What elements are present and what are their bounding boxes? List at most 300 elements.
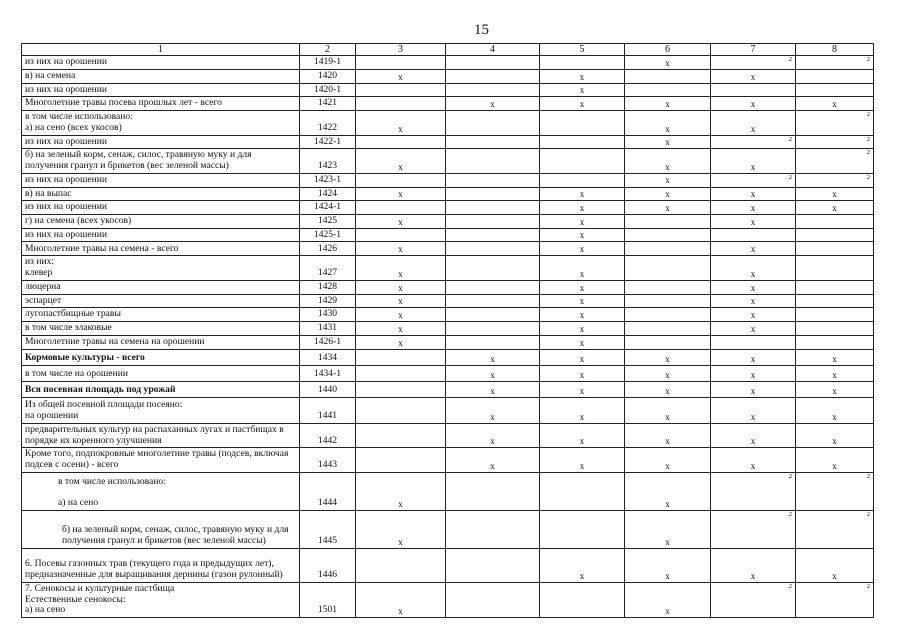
data-cell [540, 135, 625, 149]
table-row [22, 56, 874, 70]
data-cell [540, 256, 625, 280]
cell-mark: x [665, 460, 670, 471]
row-code: 1425 [300, 215, 356, 229]
cell-mark: x [750, 296, 756, 307]
data-cell [796, 242, 874, 256]
cell-mark: x [750, 460, 756, 471]
data-cell [356, 280, 446, 294]
data-cell [711, 135, 796, 149]
data-cell [711, 228, 796, 242]
data-cell [356, 397, 446, 423]
data-cell [446, 135, 540, 149]
data-cell [446, 582, 540, 617]
data-cell [356, 83, 446, 97]
data-cell [356, 242, 446, 256]
cell-mark: x [579, 99, 585, 110]
data-cell [625, 472, 711, 510]
row-code: 1443 [300, 448, 356, 472]
column-header: 5 [540, 44, 625, 56]
cell-mark: x [490, 99, 495, 110]
data-cell [711, 280, 796, 294]
cell-mark: x [750, 282, 756, 293]
data-cell [711, 111, 796, 135]
data-cell [446, 472, 540, 510]
cell-mark: x [398, 310, 403, 321]
cell-mark: x [490, 411, 495, 422]
cell-mark: x [665, 536, 670, 547]
row-label: Многолетние травы на семена на орошении [22, 335, 300, 349]
cell-mark: x [579, 369, 585, 380]
table-row [22, 111, 874, 135]
cell-mark: x [579, 436, 585, 447]
data-cell [711, 97, 796, 111]
footnote-mark: 2 [866, 173, 870, 181]
cell-mark: x [579, 85, 585, 96]
data-cell [796, 56, 874, 70]
cell-mark: x [579, 244, 585, 255]
data-cell [446, 56, 540, 70]
data-cell [711, 294, 796, 308]
cell-mark: x [490, 460, 495, 471]
table-row [22, 69, 874, 83]
cell-mark: x [398, 244, 403, 255]
cell-mark: x [579, 323, 585, 334]
footnote-mark: 2 [866, 582, 870, 590]
data-cell [625, 149, 711, 173]
table-row [22, 201, 874, 215]
cell-mark: x [832, 99, 837, 110]
data-cell [540, 548, 625, 582]
row-code: 1430 [300, 308, 356, 322]
data-cell [711, 365, 796, 381]
table-row [22, 149, 874, 173]
data-cell [540, 308, 625, 322]
data-cell [540, 322, 625, 336]
data-cell [711, 56, 796, 70]
table-row [22, 322, 874, 336]
data-cell [446, 448, 540, 472]
row-label: лугопастбищные травы [22, 308, 300, 322]
data-cell [356, 510, 446, 548]
data-cell [711, 423, 796, 447]
data-cell [356, 448, 446, 472]
row-label: из них на орошении [22, 173, 300, 187]
data-cell [540, 149, 625, 173]
column-header: 4 [446, 44, 540, 56]
cell-mark: x [579, 230, 585, 241]
cell-mark: x [832, 353, 837, 364]
data-cell [446, 294, 540, 308]
row-code: 1446 [300, 548, 356, 582]
data-cell [796, 381, 874, 397]
data-cell [356, 423, 446, 447]
data-cell [356, 582, 446, 617]
row-label: Многолетние травы на семена - всего [22, 242, 300, 256]
data-cell [356, 256, 446, 280]
column-header: 2 [300, 44, 356, 56]
data-cell [625, 56, 711, 70]
footnote-mark: 2 [866, 111, 870, 119]
data-cell [625, 582, 711, 617]
column-header: 7 [711, 44, 796, 56]
table-row [22, 256, 874, 280]
footnote-mark: 2 [866, 472, 870, 480]
cell-mark: x [579, 353, 585, 364]
data-cell [711, 548, 796, 582]
cell-mark: x [832, 460, 837, 471]
table-row [22, 472, 874, 510]
cell-mark: x [579, 202, 585, 213]
row-label: г) на семена (всех укосов) [22, 215, 300, 229]
data-cell [711, 215, 796, 229]
row-label: эспарцет [22, 294, 300, 308]
row-label: в том числе использовано: а) на сено (всех укосов) [22, 111, 300, 135]
data-cell [796, 365, 874, 381]
data-cell [625, 510, 711, 548]
cell-mark: x [490, 353, 495, 364]
cell-mark: x [750, 244, 756, 255]
data-cell [625, 83, 711, 97]
data-cell [446, 256, 540, 280]
cell-mark: x [490, 369, 495, 380]
table-row [22, 397, 874, 423]
footnote-mark: 2 [788, 173, 792, 181]
data-cell [356, 349, 446, 365]
cell-mark: x [750, 385, 756, 396]
header-row [22, 44, 874, 56]
data-cell [796, 294, 874, 308]
data-cell [711, 201, 796, 215]
data-cell [796, 548, 874, 582]
cell-mark: x [665, 57, 670, 68]
cell-mark: x [665, 123, 670, 134]
cell-mark: x [398, 189, 403, 200]
data-cell [711, 69, 796, 83]
table-row [22, 135, 874, 149]
row-label: Многолетние травы посева прошлых лет - всего [22, 97, 300, 111]
data-cell [711, 173, 796, 187]
row-code: 1445 [300, 510, 356, 548]
cell-mark: x [750, 71, 756, 82]
row-code: 1428 [300, 280, 356, 294]
data-cell [796, 510, 874, 548]
row-code: 1434 [300, 349, 356, 365]
data-cell [625, 173, 711, 187]
cell-mark: x [750, 369, 756, 380]
cell-mark: x [832, 411, 837, 422]
data-cell [711, 349, 796, 365]
form-table [21, 43, 874, 618]
data-cell [356, 322, 446, 336]
row-label: Кормовые культуры - всего [22, 349, 300, 365]
cell-mark: x [579, 570, 585, 581]
cell-mark: x [398, 282, 403, 293]
data-cell [625, 215, 711, 229]
row-code: 1424-1 [300, 201, 356, 215]
data-cell [446, 228, 540, 242]
cell-mark: x [398, 337, 403, 348]
row-label: из них на орошении [22, 228, 300, 242]
data-cell [711, 472, 796, 510]
data-cell [796, 228, 874, 242]
data-cell [446, 173, 540, 187]
data-cell [625, 423, 711, 447]
cell-mark: x [665, 99, 670, 110]
row-code: 1441 [300, 397, 356, 423]
data-cell [625, 365, 711, 381]
data-cell [625, 256, 711, 280]
row-code: 1444 [300, 472, 356, 510]
row-label: в том числе использовано: а) на сено [22, 472, 300, 510]
data-cell [356, 228, 446, 242]
cell-mark: x [832, 436, 837, 447]
cell-mark: x [398, 123, 403, 134]
data-cell [796, 83, 874, 97]
data-cell [625, 335, 711, 349]
data-cell [796, 215, 874, 229]
cell-mark: x [398, 296, 403, 307]
data-cell [540, 97, 625, 111]
row-code: 1431 [300, 322, 356, 336]
data-cell [796, 582, 874, 617]
data-cell [625, 135, 711, 149]
data-cell [540, 582, 625, 617]
row-label: из них на орошении [22, 135, 300, 149]
cell-mark: x [665, 570, 670, 581]
data-cell [446, 83, 540, 97]
data-cell [356, 187, 446, 201]
data-cell [711, 582, 796, 617]
footnote-mark: 2 [866, 149, 870, 157]
column-header: 8 [796, 44, 874, 56]
data-cell [540, 56, 625, 70]
data-cell [356, 215, 446, 229]
cell-mark: x [750, 202, 756, 213]
cell-mark: x [665, 436, 670, 447]
data-cell [446, 322, 540, 336]
data-cell [356, 472, 446, 510]
row-code: 1420 [300, 69, 356, 83]
data-cell [540, 335, 625, 349]
page-number: 15 [474, 22, 489, 38]
data-cell [796, 149, 874, 173]
row-code: 1422-1 [300, 135, 356, 149]
table-row [22, 423, 874, 447]
data-cell [446, 280, 540, 294]
data-cell [625, 111, 711, 135]
data-cell [711, 242, 796, 256]
data-cell [625, 201, 711, 215]
data-cell [625, 448, 711, 472]
table-row [22, 294, 874, 308]
row-code: 1425-1 [300, 228, 356, 242]
row-code: 1429 [300, 294, 356, 308]
data-cell [356, 111, 446, 135]
data-cell [446, 242, 540, 256]
row-label: в том числе на орошении [22, 365, 300, 381]
data-cell [446, 510, 540, 548]
data-cell [796, 397, 874, 423]
cell-mark: x [832, 202, 837, 213]
data-cell [796, 349, 874, 365]
data-cell [446, 187, 540, 201]
cell-mark: x [832, 369, 837, 380]
data-cell [356, 201, 446, 215]
data-cell [540, 187, 625, 201]
table-row [22, 173, 874, 187]
data-cell [796, 135, 874, 149]
data-cell [625, 228, 711, 242]
footnote-mark: 2 [788, 472, 792, 480]
cell-mark: x [665, 369, 670, 380]
table-row [22, 187, 874, 201]
row-code: 1423-1 [300, 173, 356, 187]
column-header: 1 [22, 44, 300, 56]
data-cell [796, 423, 874, 447]
row-label: Кроме того, подпокровные многолетние травы (подсев, включая подсев с осени) - всего [22, 448, 300, 472]
data-cell [446, 423, 540, 447]
cell-mark: x [750, 310, 756, 321]
data-cell [796, 97, 874, 111]
data-cell [796, 308, 874, 322]
row-label: в) на выпас [22, 187, 300, 201]
data-cell [540, 228, 625, 242]
cell-mark: x [750, 411, 756, 422]
cell-mark: x [750, 123, 756, 134]
cell-mark: x [750, 161, 756, 172]
data-cell [625, 97, 711, 111]
data-cell [446, 381, 540, 397]
data-cell [356, 365, 446, 381]
cell-mark: x [398, 216, 403, 227]
row-code: 1427 [300, 256, 356, 280]
cell-mark: x [750, 353, 756, 364]
table-row [22, 349, 874, 365]
data-cell [356, 294, 446, 308]
data-cell [711, 256, 796, 280]
data-cell [446, 149, 540, 173]
data-cell [711, 322, 796, 336]
data-cell [356, 135, 446, 149]
data-cell [625, 187, 711, 201]
footnote-mark: 2 [866, 510, 870, 518]
cell-mark: x [750, 268, 756, 279]
cell-mark: x [750, 189, 756, 200]
data-cell [540, 242, 625, 256]
cell-mark: x [665, 202, 670, 213]
data-cell [711, 510, 796, 548]
cell-mark: x [750, 570, 756, 581]
data-cell [446, 548, 540, 582]
row-code: 1424 [300, 187, 356, 201]
row-label: б) на зеленый корм, сенаж, силос, травяную муку и для получения гранул и брикетов (вес зеленой массы) [22, 510, 300, 548]
data-cell [625, 349, 711, 365]
cell-mark: x [750, 216, 756, 227]
data-cell [540, 365, 625, 381]
data-cell [625, 69, 711, 83]
footnote-mark: 2 [866, 56, 870, 64]
row-label: в том числе злаковые [22, 322, 300, 336]
cell-mark: x [665, 498, 670, 509]
data-cell [711, 335, 796, 349]
cell-mark: x [832, 385, 837, 396]
cell-mark: x [398, 323, 403, 334]
data-cell [540, 69, 625, 83]
cell-mark: x [398, 71, 403, 82]
data-cell [796, 69, 874, 83]
data-cell [711, 149, 796, 173]
data-cell [540, 381, 625, 397]
footnote-mark: 2 [866, 135, 870, 143]
row-label: из них на орошении [22, 56, 300, 70]
cell-mark: x [579, 310, 585, 321]
row-code: 1419-1 [300, 56, 356, 70]
data-cell [625, 242, 711, 256]
column-header: 3 [356, 44, 446, 56]
data-cell [796, 335, 874, 349]
footnote-mark: 2 [788, 135, 792, 143]
row-label: в) на семена [22, 69, 300, 83]
footnote-mark: 2 [788, 510, 792, 518]
cell-mark: x [579, 296, 585, 307]
cell-mark: x [398, 268, 403, 279]
row-label: из них на орошении [22, 83, 300, 97]
row-label: из них на орошении [22, 201, 300, 215]
cell-mark: x [665, 411, 670, 422]
row-label: Вся посевная площадь под урожай [22, 381, 300, 397]
data-cell [446, 349, 540, 365]
cell-mark: x [579, 189, 585, 200]
cell-mark: x [665, 353, 670, 364]
data-cell [540, 173, 625, 187]
data-cell [446, 97, 540, 111]
table-row [22, 510, 874, 548]
data-cell [711, 448, 796, 472]
cell-mark: x [579, 411, 585, 422]
table-row [22, 242, 874, 256]
data-cell [540, 111, 625, 135]
cell-mark: x [579, 71, 585, 82]
column-header: 6 [625, 44, 711, 56]
cell-mark: x [750, 99, 756, 110]
row-label: Из общей посевной площади посеяно: на орошении [22, 397, 300, 423]
data-cell [796, 256, 874, 280]
cell-mark: x [579, 460, 585, 471]
data-cell [356, 97, 446, 111]
row-code: 1501 [300, 582, 356, 617]
data-cell [711, 397, 796, 423]
data-cell [356, 56, 446, 70]
cell-mark: x [665, 605, 670, 616]
cell-mark: x [832, 570, 837, 581]
data-cell [540, 201, 625, 215]
data-cell [711, 187, 796, 201]
table-row [22, 97, 874, 111]
cell-mark: x [665, 189, 670, 200]
row-label: 6. Посевы газонных трав (текущего года и предыдущих лет), предназначенные для выращивания дернины (газон рулонный) [22, 548, 300, 582]
table-row [22, 365, 874, 381]
row-code: 1440 [300, 381, 356, 397]
row-code: 1421 [300, 97, 356, 111]
cell-mark: x [579, 216, 585, 227]
data-cell [356, 308, 446, 322]
table-row [22, 448, 874, 472]
data-cell [446, 201, 540, 215]
data-cell [540, 423, 625, 447]
data-cell [356, 381, 446, 397]
footnote-mark: 2 [788, 582, 792, 590]
row-code: 1420-1 [300, 83, 356, 97]
